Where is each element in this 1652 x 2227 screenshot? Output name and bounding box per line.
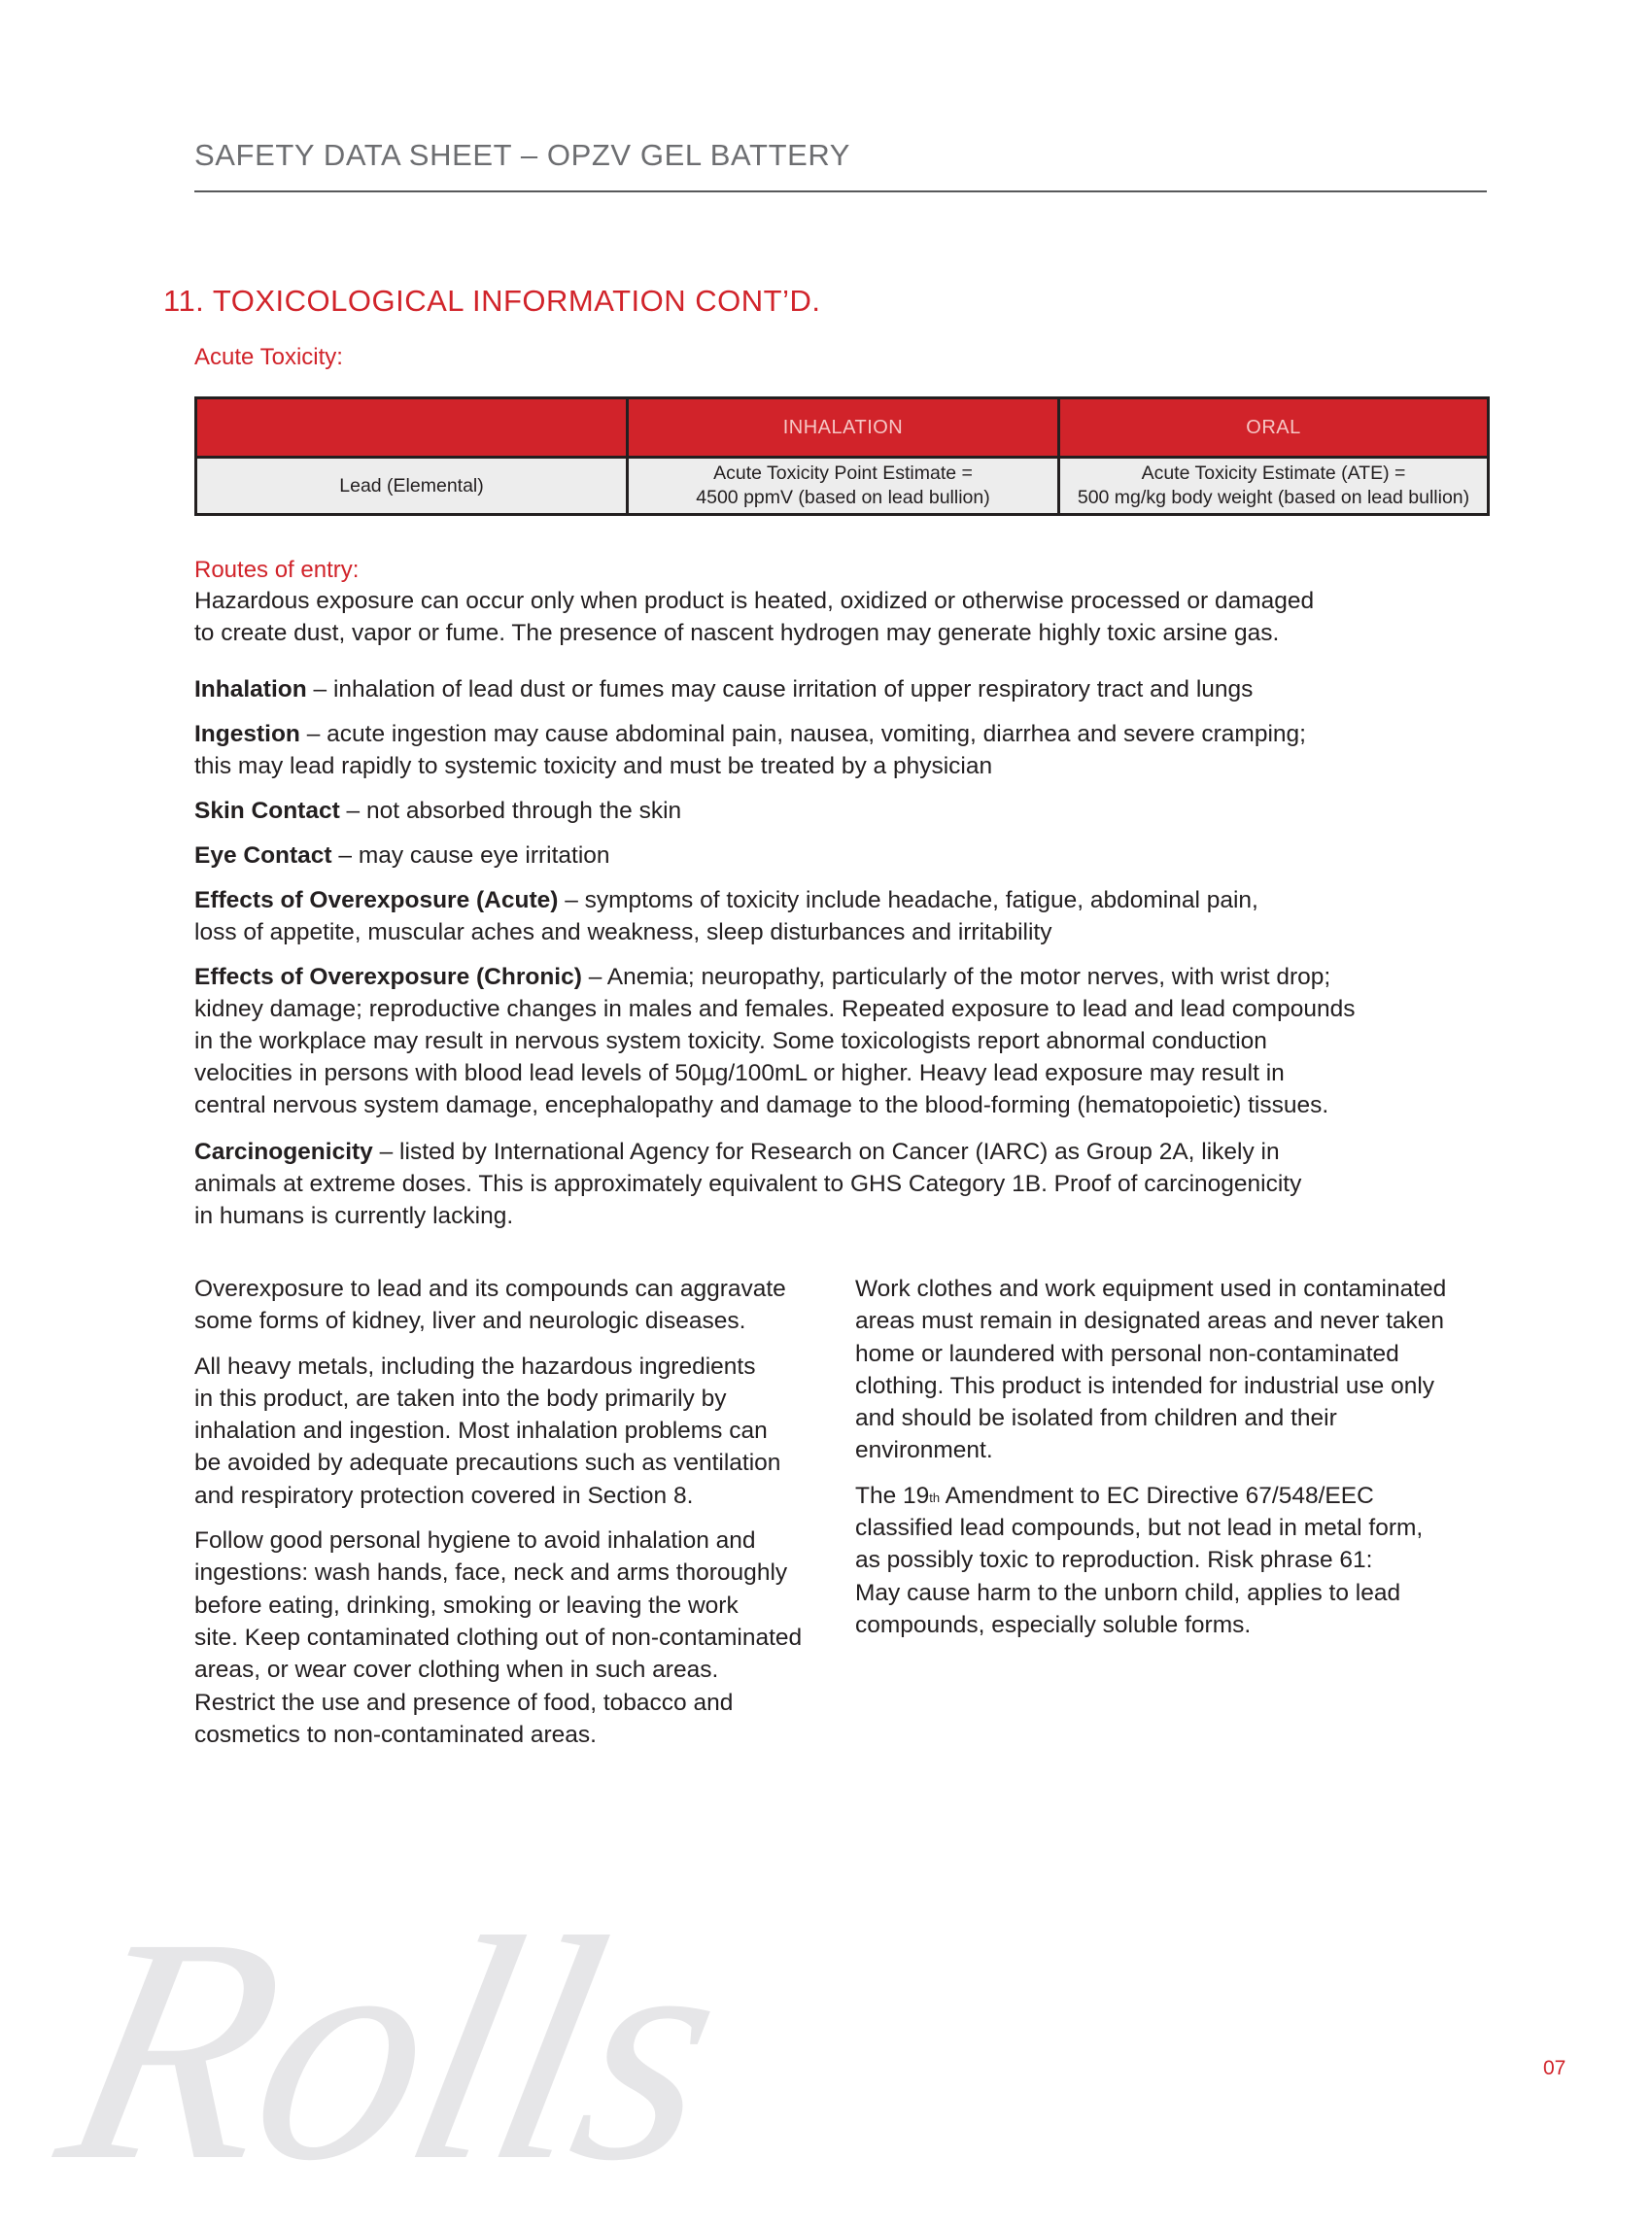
text-line: velocities in persons with blood lead levels of 50µg/100mL or higher. Heavy lead exposure may result in [194,1060,1285,1086]
acute-toxicity-table [194,396,1490,516]
text-line: be avoided by adequate precautions such as ventilation [194,1450,781,1477]
text-line: Work clothes and work equipment used in contaminated [855,1276,1447,1302]
item-text: – may cause eye irritation [331,842,610,869]
text-line: some forms of kidney, liver and neurologic diseases. [194,1308,746,1335]
text-line: in the workplace may result in nervous system toxicity. Some toxicologists report abnormal conduction [194,1028,1267,1054]
item-text: – symptoms of toxicity include headache, fatigue, abdominal pain, [558,887,1258,913]
item-ingestion [194,718,1399,782]
text-line: May cause harm to the unborn child, applies to lead [855,1579,1401,1606]
text-line: this may lead rapidly to systemic toxicity and must be treated by a physician [194,753,993,779]
item-text: – not absorbed through the skin [339,798,682,824]
text-line: All heavy metals, including the hazardous ingredients [194,1353,756,1380]
ordinal-superscript: th [929,1490,941,1505]
text-line: areas must remain in designated areas and never taken [855,1308,1445,1335]
text-line: home or laundered with personal non-contaminated [855,1340,1399,1367]
table-header-substance [196,398,628,458]
cell-inhalation-line1: Acute Toxicity Point Estimate = [713,463,973,484]
text-line: clothing. This product is intended for industrial use only [855,1372,1435,1399]
text-line: before eating, drinking, smoking or leaving the work [194,1592,739,1619]
header-divider [194,190,1487,192]
text-line: in this product, are taken into the body primarily by [194,1385,727,1412]
left-column [194,1273,816,1764]
routes-intro-paragraph [194,585,1399,649]
text-line: inhalation and ingestion. Most inhalation problems can [194,1418,768,1445]
item-text: – Anemia; neuropathy, particularly of the motor nerves, with wrist drop; [581,964,1331,990]
text-line: as possibly toxic to reproduction. Risk phrase 61: [855,1547,1373,1574]
item-overexposure-chronic [194,961,1399,1121]
text-fragment: The 19 [855,1482,930,1509]
text-line: cosmetics to non-contaminated areas. [194,1721,597,1748]
item-term: Carcinogenicity [194,1139,373,1165]
item-carcinogenicity [194,1136,1399,1232]
text-line: in humans is currently lacking. [194,1203,514,1229]
item-term: Inhalation [194,676,307,702]
item-term: Eye Contact [194,842,332,869]
text-line: to create dust, vapor or fume. The presence of nascent hydrogen may generate highly toxic arsine gas. [194,620,1280,646]
left-paragraph-3 [194,1525,816,1751]
left-paragraph-1 [194,1273,816,1338]
table-header-inhalation: INHALATION [628,398,1059,458]
document-header-title: SAFETY DATA SHEET – OPZV GEL BATTERY [194,138,851,172]
cell-inhalation [628,458,1059,515]
item-inhalation [194,673,1399,705]
item-term: Effects of Overexposure (Acute) [194,887,559,913]
text-line: Follow good personal hygiene to avoid inhalation and [194,1527,756,1555]
table-header-row [196,398,1489,458]
text-line: central nervous system damage, encephalopathy and damage to the blood-forming (hematopoietic) tissues. [194,1092,1329,1118]
left-paragraph-2 [194,1351,816,1512]
table-row [196,458,1489,515]
cell-oral-line2: 500 mg/kg body weight (based on lead bullion) [1077,487,1470,508]
text-line: and should be isolated from children and their environment. [855,1405,1337,1464]
text-line: areas, or wear cover clothing when in such areas. [194,1657,719,1684]
right-paragraph-2 [855,1480,1477,1641]
text-line: kidney damage; reproductive changes in males and females. Repeated exposure to lead and lead compounds [194,996,1356,1022]
item-text: – inhalation of lead dust or fumes may cause irritation of upper respiratory tract and lungs [306,676,1254,702]
text-fragment: Amendment to EC Directive 67/548/EEC [940,1482,1374,1509]
item-text: – acute ingestion may cause abdominal pain, nausea, vomiting, diarrhea and severe cramping; [299,721,1306,747]
item-text: – listed by International Agency for Research on Cancer (IARC) as Group 2A, likely in [372,1139,1280,1165]
text-line [855,1480,1477,1512]
item-skin-contact [194,795,1399,827]
section-title: 11. TOXICOLOGICAL INFORMATION CONT’D. [163,284,821,318]
item-eye-contact [194,839,1399,872]
text-line: classified lead compounds, but not lead in metal form, [855,1515,1424,1542]
page-number: 07 [1543,2057,1566,2079]
item-term: Effects of Overexposure (Chronic) [194,964,582,990]
cell-substance: Lead (Elemental) [196,458,628,515]
right-paragraph-1 [855,1273,1477,1467]
cell-inhalation-line2: 4500 ppmV (based on lead bullion) [696,487,990,508]
text-line: Overexposure to lead and its compounds can aggravate [194,1276,786,1302]
acute-toxicity-heading: Acute Toxicity: [194,344,343,370]
text-line: site. Keep contaminated clothing out of non-contaminated [194,1624,803,1651]
item-overexposure-acute [194,884,1399,948]
text-line: and respiratory protection covered in Section 8. [194,1482,694,1509]
table-header-oral: ORAL [1059,398,1489,458]
text-line: compounds, especially soluble forms. [855,1611,1252,1638]
right-column [855,1273,1477,1654]
text-line: Hazardous exposure can occur only when product is heated, oxidized or otherwise processed or damaged [194,588,1315,614]
item-term: Skin Contact [194,798,340,824]
text-line: loss of appetite, muscular aches and weakness, sleep disturbances and irritability [194,919,1052,945]
routes-of-entry-heading: Routes of entry: [194,557,360,583]
cell-oral-line1: Acute Toxicity Estimate (ATE) = [1141,463,1406,484]
text-line: animals at extreme doses. This is approximately equivalent to GHS Category 1B. Proof of carcinogenicity [194,1171,1302,1197]
item-term: Ingestion [194,721,300,747]
text-line: ingestions: wash hands, face, neck and arms thoroughly [194,1559,788,1587]
rolls-watermark-logo: Rolls [38,1872,744,2227]
text-line: Restrict the use and presence of food, tobacco and [194,1689,734,1716]
cell-oral [1059,458,1489,515]
